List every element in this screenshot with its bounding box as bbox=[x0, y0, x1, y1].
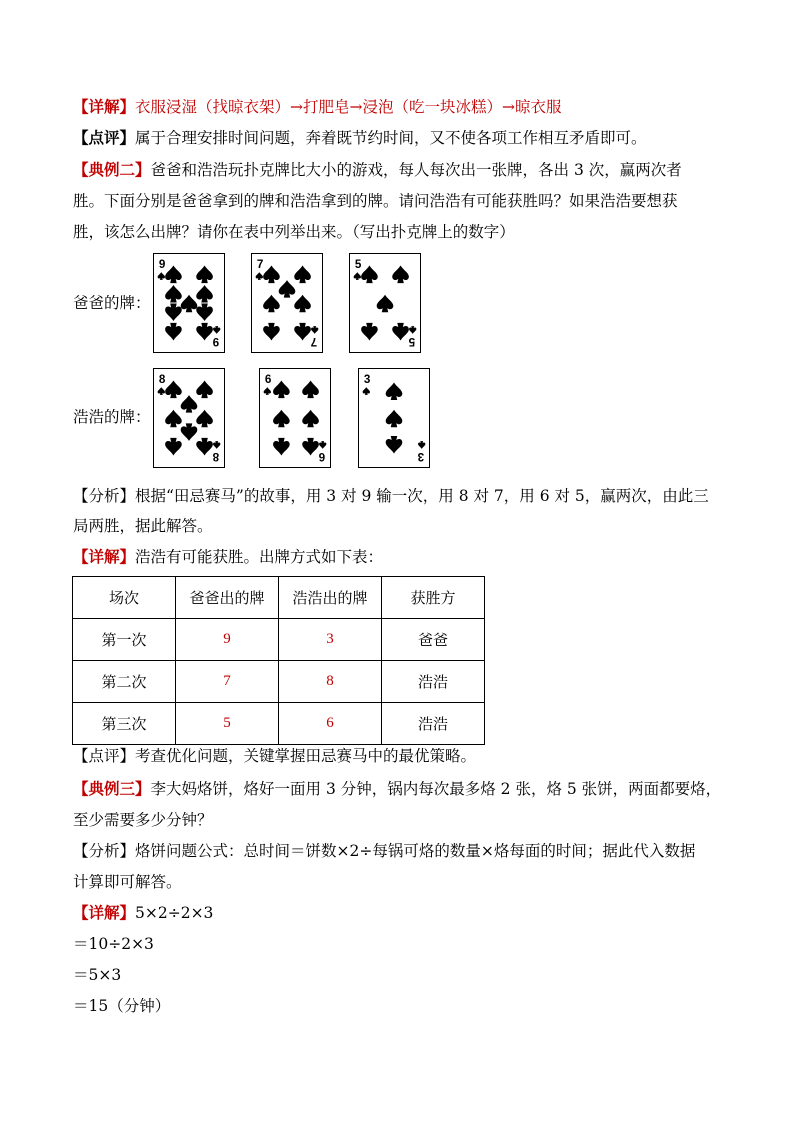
spade-icon bbox=[165, 323, 182, 341]
detail-tag-3: 【详解】 bbox=[73, 903, 136, 922]
table-header-cell: 爸爸出的牌 bbox=[176, 577, 279, 619]
detail-line-2 bbox=[73, 547, 383, 567]
spade-icon bbox=[294, 323, 311, 341]
spade-icon bbox=[294, 295, 311, 313]
spade-icon bbox=[363, 387, 370, 395]
table-row bbox=[73, 661, 485, 703]
example-two-tag: 【典例二】 bbox=[73, 160, 151, 179]
detail-tag-2: 【详解】 bbox=[73, 547, 136, 566]
spade-icon bbox=[165, 410, 182, 428]
spade-icon bbox=[294, 266, 311, 284]
example-three-line bbox=[73, 779, 721, 799]
spade-icon bbox=[418, 441, 425, 449]
card-face bbox=[252, 254, 322, 352]
calc-step-3: ＝5×3 bbox=[73, 966, 122, 984]
analysis-line-1: 【分析】根据“田忌赛马”的故事，用 3 对 9 输一次，用 8 对 7，用 6 对 5，赢两次，由此三 bbox=[73, 487, 709, 505]
spade-icon bbox=[158, 272, 165, 280]
card-face bbox=[359, 369, 429, 467]
comment-line-1 bbox=[73, 128, 647, 148]
dad-card-1 bbox=[153, 253, 225, 353]
spade-icon bbox=[386, 382, 403, 400]
table-row bbox=[73, 619, 485, 661]
example-two-line bbox=[73, 160, 682, 180]
spade-icon bbox=[196, 410, 213, 428]
card-rank-bottom: 9 bbox=[212, 335, 220, 348]
dad-card-cell: 9 bbox=[176, 619, 279, 661]
spade-icon bbox=[165, 285, 182, 303]
analysis-line-4: 计算即可解答。 bbox=[73, 873, 182, 891]
round-cell: 第二次 bbox=[73, 661, 176, 703]
spade-icon bbox=[213, 326, 220, 334]
example-two-line-2: 胜。下面分别是爸爸拿到的牌和浩浩拿到的牌。请问浩浩有可能获胜吗？如果浩浩要想获 bbox=[73, 192, 678, 210]
card-rank-top: 3 bbox=[363, 373, 371, 386]
spade-icon bbox=[213, 441, 220, 449]
round-cell: 第三次 bbox=[73, 703, 176, 745]
comment-text: 属于合理安排时间问题，奔着既节约时间，又不使各项工作相互矛盾即可。 bbox=[135, 129, 647, 147]
analysis-line-2: 局两胜，据此解答。 bbox=[73, 517, 213, 535]
example-two-line-3: 胜，该怎么出牌？请你在表中列举出来。（写出扑克牌上的数字） bbox=[73, 223, 515, 241]
spade-icon bbox=[302, 410, 319, 428]
hao-card-cell: 8 bbox=[279, 661, 382, 703]
spade-icon bbox=[392, 323, 409, 341]
comment-line-2: 【点评】考查优化问题，关键掌握田忌赛马中的最优策略。 bbox=[73, 747, 477, 765]
spade-icon bbox=[311, 326, 318, 334]
dad-cards-label: 爸爸的牌： bbox=[73, 294, 151, 312]
spade-icon bbox=[264, 387, 271, 395]
calc-step-4: ＝15（分钟） bbox=[73, 997, 171, 1015]
spade-icon bbox=[279, 280, 296, 298]
detail-line-1 bbox=[73, 97, 561, 117]
table-row bbox=[73, 703, 485, 745]
card-rank-bottom: 8 bbox=[212, 450, 220, 463]
spade-icon bbox=[165, 303, 182, 321]
spade-icon bbox=[196, 381, 213, 399]
winner-cell: 浩浩 bbox=[382, 661, 485, 703]
card-rank-top: 7 bbox=[256, 258, 264, 271]
spade-icon bbox=[386, 410, 403, 428]
dad-card-2 bbox=[251, 253, 323, 353]
spade-icon bbox=[256, 272, 263, 280]
detail-text-2: 浩浩有可能获胜。出牌方式如下表： bbox=[135, 548, 384, 566]
spade-icon bbox=[263, 266, 280, 284]
hao-card-cell: 6 bbox=[279, 703, 382, 745]
example-two-text: 爸爸和浩浩玩扑克牌比大小的游戏，每人每次出一张牌，各出 3 次，赢两次者 bbox=[150, 161, 682, 179]
spade-icon bbox=[196, 285, 213, 303]
spade-icon bbox=[158, 387, 165, 395]
spade-icon bbox=[165, 438, 182, 456]
table-header-cell: 浩浩出的牌 bbox=[279, 577, 382, 619]
hao-card-3 bbox=[358, 368, 430, 468]
spade-icon bbox=[165, 266, 182, 284]
spade-icon bbox=[302, 381, 319, 399]
dad-card-3 bbox=[349, 253, 421, 353]
card-rank-bottom: 3 bbox=[417, 450, 425, 463]
card-rank-top: 8 bbox=[158, 373, 166, 386]
table-header-cell: 场次 bbox=[73, 577, 176, 619]
spade-icon bbox=[273, 381, 290, 399]
hao-card-1 bbox=[153, 368, 225, 468]
example-three-text: 李大妈烙饼，烙好一面用 3 分钟，锅内每次最多烙 2 张，烙 5 张饼，两面都要烙， bbox=[150, 780, 722, 798]
comment-tag: 【点评】 bbox=[73, 128, 136, 147]
calc-step-2: ＝10÷2×3 bbox=[73, 935, 154, 953]
card-face bbox=[154, 254, 224, 352]
detail-text: 衣服浸湿（找晾衣架）→打肥皂→浸泡（吃一块冰糕）→晾衣服 bbox=[135, 98, 562, 116]
spade-icon bbox=[273, 438, 290, 456]
detail-line-3 bbox=[73, 903, 213, 923]
card-rank-bottom: 7 bbox=[310, 335, 318, 348]
card-rank-bottom: 5 bbox=[408, 335, 416, 348]
spade-icon bbox=[319, 441, 326, 449]
spade-icon bbox=[354, 272, 361, 280]
spade-icon bbox=[361, 323, 378, 341]
hao-card-2 bbox=[259, 368, 331, 468]
winner-cell: 浩浩 bbox=[382, 703, 485, 745]
result-table bbox=[72, 576, 485, 745]
spade-icon bbox=[181, 295, 198, 313]
dad-card-cell: 7 bbox=[176, 661, 279, 703]
spade-icon bbox=[263, 323, 280, 341]
spade-icon bbox=[263, 295, 280, 313]
spade-icon bbox=[196, 438, 213, 456]
spade-icon bbox=[196, 266, 213, 284]
spade-icon bbox=[377, 295, 394, 313]
spade-icon bbox=[196, 323, 213, 341]
spade-icon bbox=[361, 266, 378, 284]
card-face bbox=[350, 254, 420, 352]
spade-icon bbox=[392, 266, 409, 284]
hao-cards-label: 浩浩的牌： bbox=[73, 408, 151, 426]
example-three-tag: 【典例三】 bbox=[73, 779, 151, 798]
spade-icon bbox=[409, 326, 416, 334]
spade-icon bbox=[196, 303, 213, 321]
detail-tag: 【详解】 bbox=[73, 97, 136, 116]
spade-icon bbox=[302, 438, 319, 456]
card-face bbox=[260, 369, 330, 467]
spade-icon bbox=[273, 410, 290, 428]
spade-icon bbox=[181, 395, 198, 413]
card-face bbox=[154, 369, 224, 467]
round-cell: 第一次 bbox=[73, 619, 176, 661]
card-rank-top: 9 bbox=[158, 258, 166, 271]
card-rank-top: 5 bbox=[354, 258, 362, 271]
table-header-row bbox=[73, 577, 485, 619]
winner-cell: 爸爸 bbox=[382, 619, 485, 661]
spade-icon bbox=[386, 436, 403, 454]
spade-icon bbox=[165, 381, 182, 399]
analysis-line-3: 【分析】烙饼问题公式：总时间＝饼数×2÷每锅可烙的数量×烙每面的时间；据此代入数据 bbox=[73, 842, 696, 860]
card-rank-bottom: 6 bbox=[318, 450, 326, 463]
card-rank-top: 6 bbox=[264, 373, 272, 386]
spade-icon bbox=[181, 423, 198, 441]
table-header-cell: 获胜方 bbox=[382, 577, 485, 619]
hao-card-cell: 3 bbox=[279, 619, 382, 661]
dad-card-cell: 5 bbox=[176, 703, 279, 745]
example-three-line-2: 至少需要多少分钟？ bbox=[73, 811, 213, 829]
calc-step-1: 5×2÷2×3 bbox=[135, 904, 214, 922]
